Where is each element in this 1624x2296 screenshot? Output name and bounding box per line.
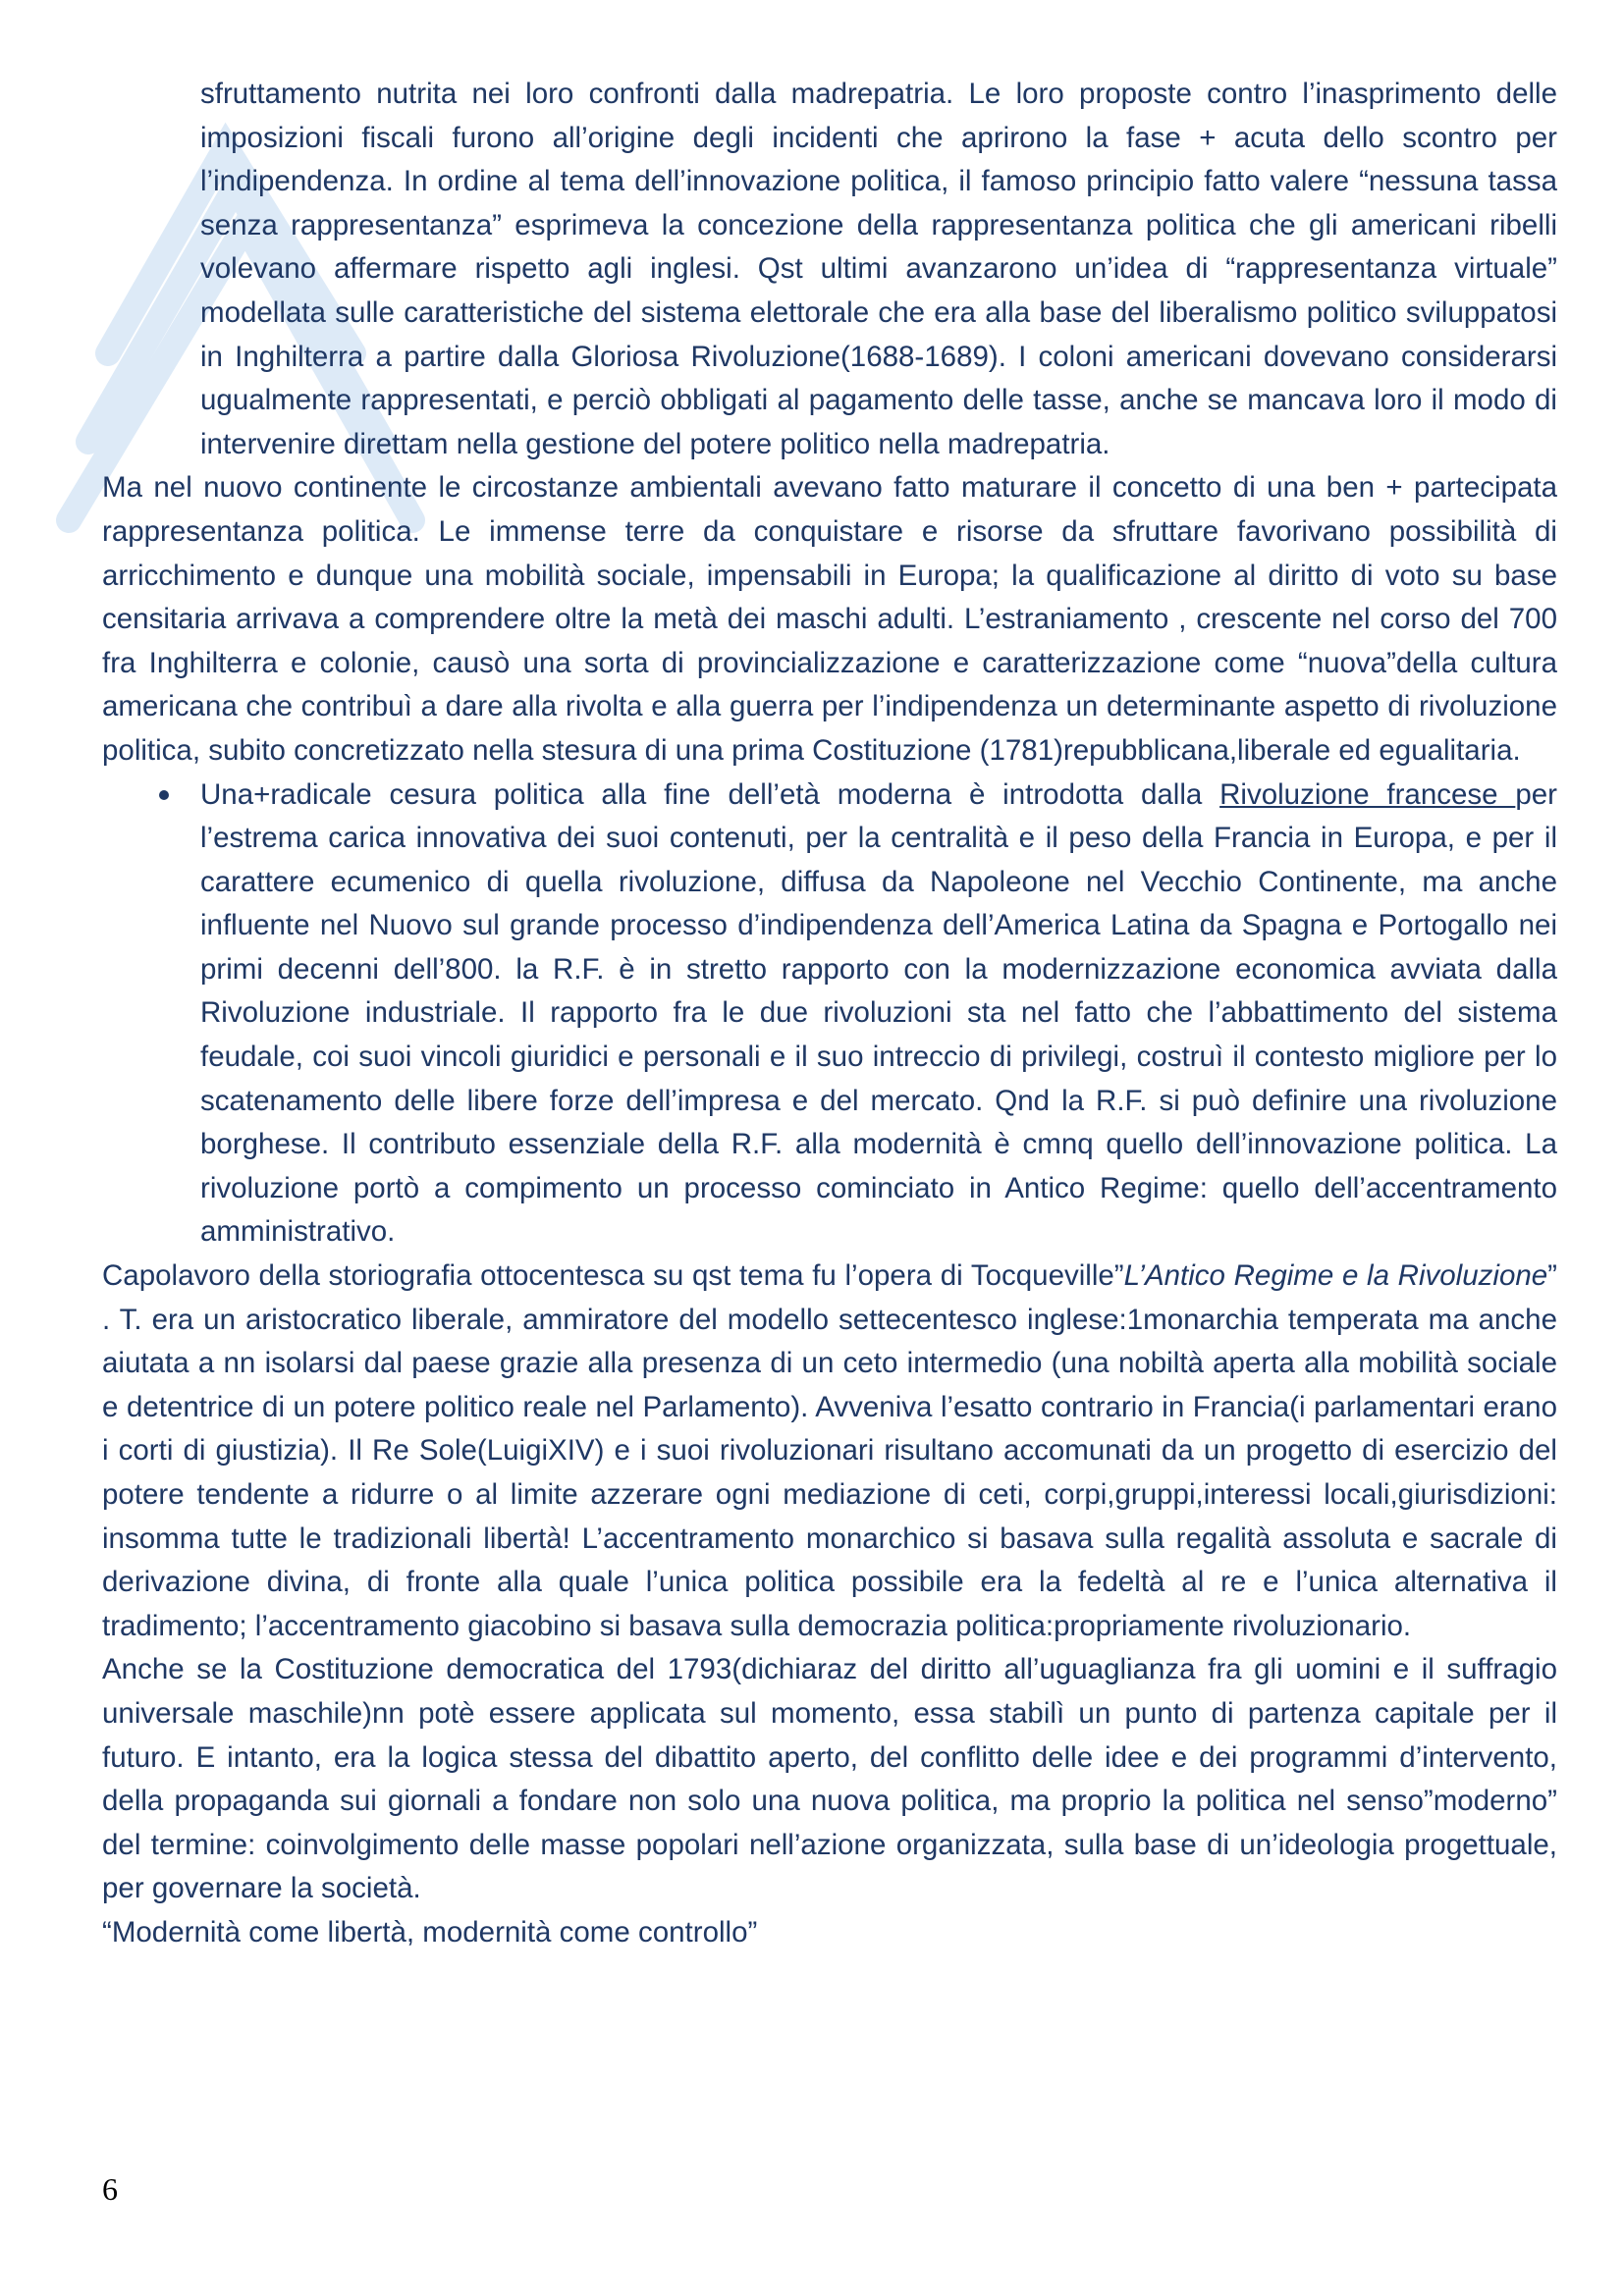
paragraph-constitution-1793: Anche se la Costituzione democratica del 1793(dichiaraz del diritto all’uguaglianza fra gli uomini e il suffragio universale maschile)nn potè essere applicata sul momento, essa stabilì un punto di partenza capitale per il futuro. E intanto, era la logica stessa del dibattito aperto, del conflitto delle idee e dei programmi d’intervento, della propaganda sui giornali a fondare non solo una nuova politica, ma proprio la politica nel senso”moderno” del termine: coinvolgimento delle masse popolari nell’azione organizzata, sulla base di un’ideologia progettuale, per governare la società. xyxy=(102,1653,1557,1905)
bullet-text-rest: per l’estrema carica innovativa dei suoi contenuti, per la centralità e il peso della Francia in Europa, e per il carattere ecumenico di quella rivoluzione, diffusa da Napoleone nel Vecchio Continente, ma anche influente nel Nuovo sul grande processo d’indipendenza dell’America Latina da Spagna e Portogallo nei primi decenni dell’800. la R.F. è in stretto rapporto con la modernizzazione economica avviata dalla Rivoluzione industriale. Il rapporto fra le due rivoluzioni sta nel fatto che l’abbattimento del sistema feudale, coi suoi vincoli giuridici e personali e il suo intreccio di privilegi, costruì il contesto migliore per lo scatenamento delle libere forze dell’impresa e del mercato. Qnd la R.F. si può definire una rivoluzione borghese. Il contributo essenziale della R.F. alla modernità è cmnq quello dell’innovazione politica. La rivoluzione portò a compimento un processo cominciato in Antico Regime: quello dell’accentramento amministrativo. xyxy=(200,777,1557,1249)
page-number: 6 xyxy=(102,2171,118,2207)
paragraph-continuation: sfruttamento nutrita nei loro confronti dalla madrepatria. Le loro proposte contro l’inasprimento delle imposizioni fiscali furono all’origine degli incidenti che aprirono la fase + acuta dello scontro per l’indipendenza. In ordine al tema dell’innovazione politica, il famoso principio fatto valere “nessuna tassa senza rappresentanza” esprimeva la concezione della rappresentanza politica che gli americani ribelli volevano affermare rispetto agli inglesi. Qst ultimi avanzarono un’idea di “rappresentanza virtuale” modellata sulle caratteristiche del sistema elettorale che era alla base del liberalismo politico sviluppatosi in Inghilterra a partire dalla Gloriosa Rivoluzione(1688-1689). I coloni americani dovevano considerarsi ugualmente rappresentati, e perciò obbligati al pagamento delle tasse, anche se mancava loro il modo di intervenire direttam nella gestione del potere politico nella madrepatria. xyxy=(200,78,1557,460)
tocqueville-body: ” . T. era un aristocratico liberale, ammiratore del modello settecentesco inglese:1monarchia temperata ma anche aiutata a nn isolarsi dal paese grazie alla presenza di un ceto intermedio (una nobiltà aperta alla mobilità sociale e detentrice di un potere politico reale nel Parlamento). Avveniva l’esatto contrario in Francia(i parlamentari erano i corti di giustizia). Il Re Sole(LuigiXIV) e i suoi rivoluzionari risultano accomunati da un progetto di esercizio del potere tendente a ridurre o al limite azzerare ogni mediazione di ceti, corpi,gruppi,interessi locali,giurisdizioni: insomma tutte le tradizionali libertà! L’accentramento monarchico si basava sulla regalità assoluta e sacrale di derivazione divina, di fronte alla quale l’unica politica possibile era la fedeltà al re e l’unica alternativa il tradimento; l’accentramento giacobino si basava sulla democrazia politica:propriamente rivoluzionario. xyxy=(102,1259,1557,1642)
paragraph-new-continent: Ma nel nuovo continente le circostanze ambientali avevano fatto maturare il concetto di una ben + partecipata rappresentanza politica. Le immense terre da conquistare e risorse da sfruttare favorivano possibilità di arricchimento e dunque una mobilità sociale, impensabili in Europa; la qualificazione al diritto di voto su base censitaria arrivava a comprendere oltre la metà dei maschi adulti. L’estraniamento , crescente nel corso del 700 fra Inghilterra e colonie, causò una sorta di provincializzazione e caratterizzazione come “nuova”della cultura americana che contribuì a dare alla rivolta e alla guerra per l’indipendenza un determinante aspetto di rivoluzione politica, subito concretizzato nella stesura di una prima Costituzione (1781)repubblicana,liberale ed egualitaria. xyxy=(102,471,1557,767)
underlined-term-rivoluzione-francese: Rivoluzione francese xyxy=(1219,777,1516,811)
body-text xyxy=(102,73,1557,1955)
bullet-icon xyxy=(159,790,169,800)
bullet-text-start: Una+radicale cesura politica alla fine dell’età moderna è introdotta dalla xyxy=(200,777,1220,811)
tocqueville-intro: Capolavoro della storiografia ottocentesca su qst tema fu l’opera di Tocqueville” xyxy=(102,1259,1124,1293)
section-heading-modernita: “Modernità come libertà, modernità come controllo” xyxy=(102,1915,758,1949)
book-title: L’Antico Regime e la Rivoluzione xyxy=(1123,1259,1548,1293)
bullet-item-french-revolution xyxy=(102,774,1557,1255)
bullet-text xyxy=(200,774,1557,1255)
paragraph-tocqueville xyxy=(102,1255,1557,1648)
